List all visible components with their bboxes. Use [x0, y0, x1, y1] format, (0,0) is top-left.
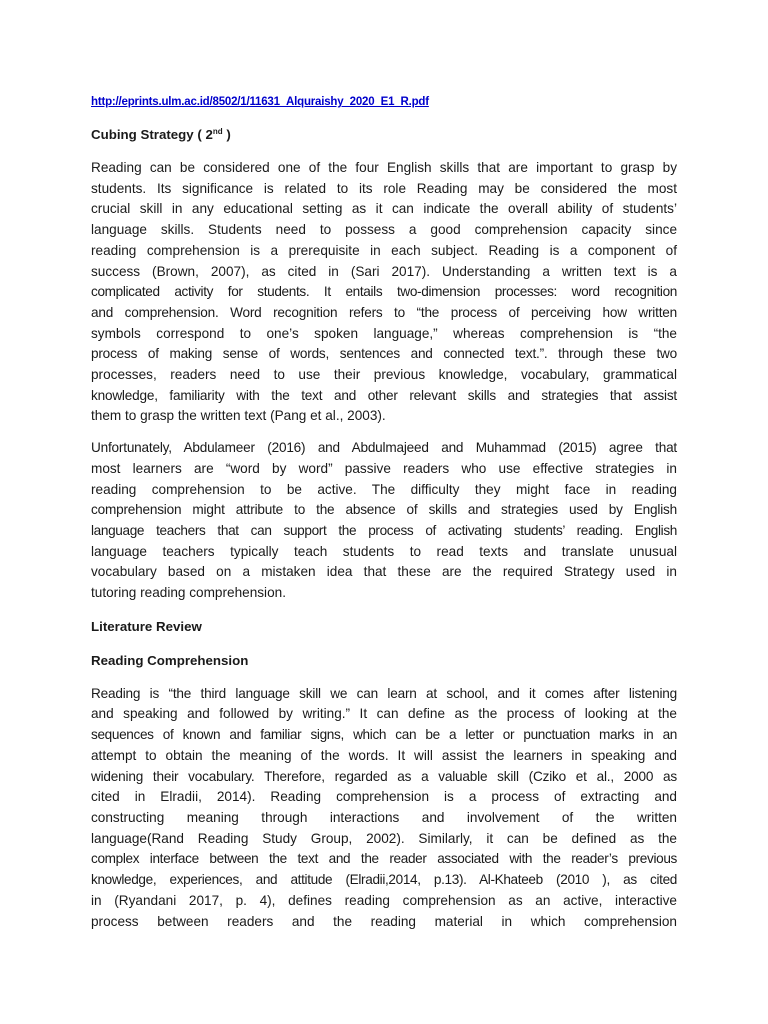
paragraph-line: them to grasp the written text (Pang et al., 2003).	[91, 408, 386, 424]
cubing-heading-text: Cubing Strategy ( 2	[91, 127, 213, 142]
paragraph-line: comprehension might attribute to the absence of skills and strategies used by English	[91, 502, 677, 518]
paragraph-line: knowledge, familiarity with the text and other relevant skills and strategies that assist	[91, 387, 677, 403]
paragraph-line: widening their vocabulary. Therefore, regarded as a valuable skill (Cziko et al., 2000 as	[91, 768, 677, 784]
paragraph-line: symbols correspond to one’s spoken language,” whereas comprehension is “the	[91, 325, 677, 341]
paragraph-line: success (Brown, 2007), as cited in (Sari 2017). Understanding a written text is a	[91, 263, 677, 279]
paragraph-line: language(Rand Reading Study Group, 2002). Similarly, it can be defined as the	[91, 830, 677, 846]
paragraph-line: Unfortunately, Abdulameer (2016) and Abdulmajeed and Muhammad (2015) agree that	[91, 440, 677, 456]
paragraph-line: attempt to obtain the meaning of the words. It will assist the learners in speaking and	[91, 747, 677, 763]
paragraph-line: sequences of known and familiar signs, which can be a letter or punctuation marks in an	[91, 727, 677, 743]
paragraph-line: complicated activity for students. It entails two-dimension processes: word recognition	[91, 284, 677, 300]
literature-review-heading: Literature Review	[91, 618, 202, 634]
paragraph-line: constructing meaning through interactions and involvement of the written	[91, 809, 677, 825]
paragraph-line: tutoring reading comprehension.	[91, 585, 286, 601]
paragraph-line: in (Ryandani 2017, p. 4), defines reading comprehension as an active, interactive	[91, 892, 677, 908]
paragraph-line: language teachers that can support the process of activating students’ reading. English	[91, 522, 677, 538]
paragraph-line: complex interface between the text and the reader associated with the reader’s previous	[91, 851, 677, 867]
paragraph-line: vocabulary based on a mistaken idea that these are the required Strategy used in	[91, 564, 677, 580]
paragraph-line: and speaking and followed by writing.” It can define as the process of looking at the	[91, 706, 677, 722]
document-page	[91, 94, 677, 932]
paragraph-line: language skills. Students need to possess a good comprehension capacity since	[91, 222, 677, 238]
paragraph-line: crucial skill in any educational setting as it can indicate the overall ability of students’	[91, 201, 677, 217]
paragraph-line: process between readers and the reading material in which comprehension	[91, 913, 677, 929]
paragraph-line: and comprehension. Word recognition refers to “the process of perceiving how written	[91, 304, 677, 320]
paragraph-line: most learners are “word by word” passive readers who use effective strategies in	[91, 460, 677, 476]
reading-comprehension-heading: Reading Comprehension	[91, 652, 249, 668]
paragraph-line: Reading is “the third language skill we can learn at school, and it comes after listening	[91, 685, 677, 701]
paragraph-line: students. Its significance is related to its role Reading may be considered the most	[91, 180, 677, 196]
paragraph-reading-importance	[91, 158, 677, 427]
paragraph-reading-definition	[91, 684, 677, 932]
paragraph-line: knowledge, experiences, and attitude (Elradii,2014, p.13). Al-Khateeb (2010 ), as cited	[91, 872, 677, 888]
cubing-heading-superscript: nd	[212, 127, 223, 136]
paragraph-line: language teachers typically teach students to read texts and translate unusual	[91, 543, 677, 559]
paragraph-line: reading comprehension to be active. The difficulty they might face in reading	[91, 481, 677, 497]
paragraph-line: cited in Elradii, 2014). Reading comprehension is a process of extracting and	[91, 789, 677, 805]
cubing-heading-suffix: )	[222, 127, 231, 142]
paragraph-passive-readers	[91, 438, 677, 604]
paragraph-line: Reading can be considered one of the four English skills that are important to grasp by	[91, 160, 677, 175]
source-link[interactable]: http://eprints.ulm.ac.id/8502/1/11631_Alquraishy_2020_E1_R.pdf	[91, 96, 429, 108]
paragraph-line: reading comprehension is a prerequisite in each subject. Reading is a component of	[91, 242, 677, 258]
paragraph-line: processes, readers need to use their previous knowledge, vocabulary, grammatical	[91, 367, 677, 383]
cubing-strategy-heading	[91, 126, 677, 144]
paragraph-line: process of making sense of words, sentences and connected text.”. through these two	[91, 346, 677, 362]
